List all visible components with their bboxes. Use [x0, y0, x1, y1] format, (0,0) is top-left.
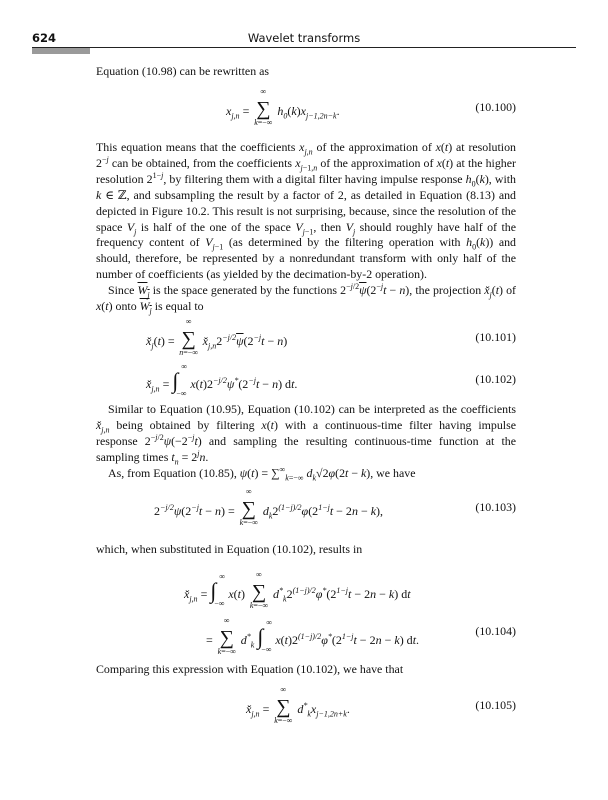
running-title: Wavelet transforms — [247, 31, 361, 45]
equation-tag: (10.103) — [475, 500, 516, 514]
header-rule — [32, 47, 576, 48]
header-bar — [32, 48, 90, 54]
equation-10-104: $x̌_{j,n}$ = ∞ ∫ −∞ x(t) ∞ ∑ k=−∞ $d^*_k2^{(1-j)/2}\varphi^*(2^{1-j}t - 2n - k)$ dt = ∞ ∑ k=−∞ $d^*_k$ ∞ ∫ −∞ $x(t)2^{(1-j)/2}\varphi^*(2^{1-j}t - 2n - k)$ dt. (10.104) — [184, 570, 516, 656]
paragraph-2: This equation means that the coefficients $x_{j,n}$ of the approximation of x(t) at resolution $2^{-j}$ can be obtained, from the coefficients $x_{j-1,n}$ of the approximation of x(t) at the higher resolution $2^{1-j}$, by filtering them with a digital filter having impulse response $h_0(k)$, with k ∈ ℤ, and subsampling the result by a factor of 2, as detailed in Equation (8.13) and depicted in Figure 10.2. This result is not surprising, because, since the resolution of the space $V_j$ is half of the one of the space $V_{j-1}$, then $V_j$ should roughly have half of the frequency content of $V_{j-1}$ (as determined by the filtering operation with $h_0(k)$) and should, therefore, be represented by a nonredundant transform with only half of the number of coefficients (as yielded by the decimation-by-2 operation). Since $W_j$ is the space generated by the functions $2^{-j/2}\overline{\psi}(2^{-j}t - n)$, the projection $x̌_j(t)$ of x(t) onto $W_j$ is equal to — [96, 140, 517, 316]
page-header — [0, 31, 608, 45]
equation-tag: (10.100) — [475, 100, 516, 114]
paragraph-6-text: which, when substituted in Equation (10.102), results in — [96, 542, 363, 556]
paragraph-7-text: Comparing this expression with Equation (10.102), we have that — [96, 662, 404, 676]
equation-10-105: $x̌_{j,n}$ = ∞ ∑ k=−∞ $d^*_kx_{j-1,2n+k}$. (10.105) — [246, 685, 516, 725]
paragraph-6 — [96, 542, 516, 558]
paragraph-1 — [96, 64, 516, 80]
equation-10-101: $x̌_j(t)$ = ∞ ∑ n=−∞ $x̌_{j,n}2^{-j/2}\overline{\psi}(2^{-j}t - n)$ (10.101) — [146, 317, 516, 357]
equation-10-103: $2^{-j/2}\psi(2^{-j}t - n)$ = ∞ ∑ k=−∞ $d_k2^{(1-j)/2}\varphi(2^{1-j}t - 2n - k)$, (10.103) — [154, 487, 516, 527]
page-number: 624 — [32, 31, 57, 45]
equation-tag: (10.105) — [475, 698, 516, 712]
paragraph-7 — [96, 662, 516, 678]
equation-tag: (10.104) — [475, 624, 516, 638]
equation-10-102: $x̌_{j,n}$ = ∞ ∫ −∞ $x(t)2^{-j/2}\psi^*(2^{-j}t - n)$ dt. (10.102) — [146, 362, 516, 398]
equation-tag: (10.102) — [475, 372, 516, 386]
equation-10-100: $x_{j,n}$ = ∞ ∑ k=−∞ $h_0(k)x_{j-1,2n-k}$. (10.100) — [226, 87, 516, 127]
paragraph-1-text: Equation (10.98) can be rewritten as — [96, 64, 270, 78]
paragraph-4: Similar to Equation (10.95), Equation (10.102) can be interpreted as the coefficients $x̌_{j,n}$ being obtained by filtering x(t) with a continuous-time filter having impulse response $2^{-j/2}\psi(-2^{-j}t)$ and sampling the resulting continuous-time function at the sampling times $t_n = 2^jn$. As, from Equation (10.85), $\psi(t) = \sum^\infty_{k=-\infty}$ $d_k√2\varphi(2t - k)$, we have — [96, 402, 516, 482]
equation-tag: (10.101) — [475, 330, 516, 344]
